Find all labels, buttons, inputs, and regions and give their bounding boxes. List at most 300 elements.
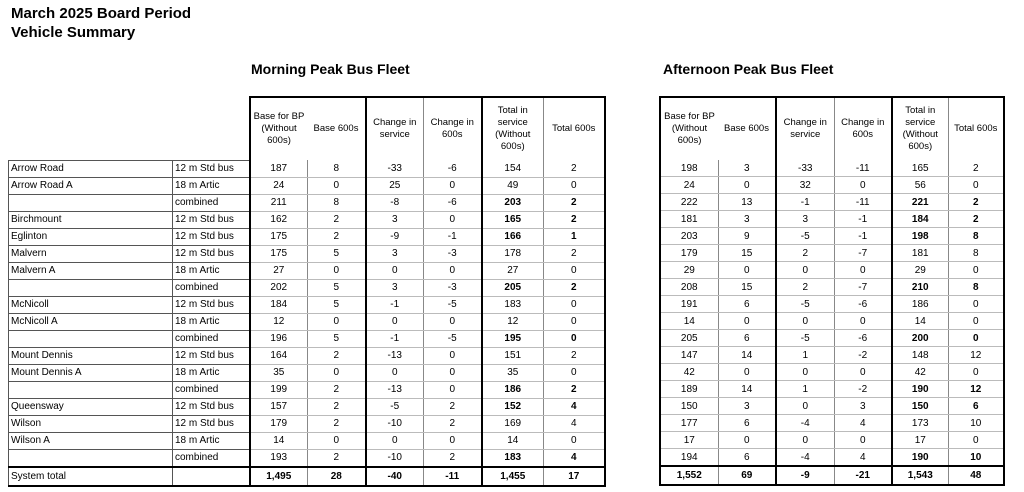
- afternoon-cell: 0: [834, 177, 892, 194]
- morning-cell: 193: [250, 449, 308, 467]
- afternoon-cell: 3: [834, 398, 892, 415]
- table-row: [660, 381, 1004, 398]
- morning-cell: 0: [308, 262, 366, 279]
- afternoon-cell: 0: [948, 177, 1004, 194]
- morning-cell: 0: [424, 381, 482, 398]
- table-row: [9, 347, 605, 364]
- morning-cell: 27: [482, 262, 544, 279]
- afternoon-fleet-table: [659, 96, 1005, 486]
- afternoon-cell: 6: [718, 415, 776, 432]
- afternoon-cell: 0: [834, 313, 892, 330]
- afternoon-cell: 6: [718, 330, 776, 347]
- garage-name-cell: Arrow Road A: [9, 177, 173, 194]
- morning-cell: 12: [250, 313, 308, 330]
- morning-section-title: Morning Peak Bus Fleet: [251, 61, 410, 77]
- afternoon-cell: 4: [834, 415, 892, 432]
- table-row: [9, 211, 605, 228]
- morning-cell: 162: [250, 211, 308, 228]
- afternoon-cell: -1: [834, 211, 892, 228]
- afternoon-cell: 0: [776, 398, 834, 415]
- morning-cell: 0: [544, 177, 605, 194]
- afternoon-cell: -1: [776, 194, 834, 211]
- report-title: [11, 4, 191, 42]
- afternoon-cell: 0: [718, 432, 776, 449]
- morning-cell: 0: [366, 432, 424, 449]
- afternoon-cell: 203: [660, 228, 718, 245]
- afternoon-cell: 29: [660, 262, 718, 279]
- morning-cell: 5: [308, 245, 366, 262]
- morning-cell: 2: [544, 211, 605, 228]
- report-title-line1: March 2025 Board Period: [11, 5, 192, 22]
- afternoon-cell: 12: [948, 381, 1004, 398]
- garage-name-cell: [9, 381, 173, 398]
- morning-cell: 2: [544, 347, 605, 364]
- morning-cell: -1: [366, 330, 424, 347]
- morning-cell: 203: [482, 194, 544, 211]
- table-row: [9, 432, 605, 449]
- afternoon-cell: 147: [660, 347, 718, 364]
- table-row: [660, 449, 1004, 467]
- morning-cell: 0: [544, 432, 605, 449]
- afternoon-cell: -6: [834, 330, 892, 347]
- morning-cell: 175: [250, 228, 308, 245]
- morning-cell: 199: [250, 381, 308, 398]
- morning-cell: 0: [424, 347, 482, 364]
- garage-name-cell: [9, 449, 173, 467]
- afternoon-cell: 0: [948, 364, 1004, 381]
- table-row: [660, 330, 1004, 347]
- afternoon-cell: 6: [948, 398, 1004, 415]
- system-total-row: [660, 466, 1004, 485]
- morning-total-cell: -11: [424, 467, 482, 486]
- morning-col-header: Base 600s: [308, 97, 366, 160]
- vehicle-type-cell: combined: [173, 330, 250, 347]
- afternoon-cell: 0: [834, 364, 892, 381]
- morning-cell: -10: [366, 449, 424, 467]
- vehicle-type-cell: combined: [173, 279, 250, 296]
- afternoon-cell: 150: [660, 398, 718, 415]
- morning-cell: 0: [366, 313, 424, 330]
- garage-name-cell: Birchmount: [9, 211, 173, 228]
- morning-cell: 5: [308, 279, 366, 296]
- afternoon-cell: 179: [660, 245, 718, 262]
- morning-cell: 49: [482, 177, 544, 194]
- afternoon-cell: 29: [892, 262, 948, 279]
- morning-cell: 0: [308, 177, 366, 194]
- vehicle-type-cell: 12 m Std bus: [173, 211, 250, 228]
- table-row: [660, 177, 1004, 194]
- vehicle-type-cell: 12 m Std bus: [173, 160, 250, 177]
- afternoon-cell: 177: [660, 415, 718, 432]
- morning-total-cell: 1,455: [482, 467, 544, 486]
- morning-cell: 184: [250, 296, 308, 313]
- morning-cell: 178: [482, 245, 544, 262]
- morning-total-cell: -40: [366, 467, 424, 486]
- morning-cell: 0: [424, 211, 482, 228]
- vehicle-type-cell: combined: [173, 194, 250, 211]
- afternoon-cell: 150: [892, 398, 948, 415]
- table-row: [9, 330, 605, 347]
- afternoon-cell: 0: [718, 313, 776, 330]
- morning-cell: 164: [250, 347, 308, 364]
- afternoon-cell: 198: [892, 228, 948, 245]
- afternoon-cell: 165: [892, 160, 948, 177]
- morning-cell: 0: [308, 432, 366, 449]
- afternoon-cell: 0: [776, 313, 834, 330]
- afternoon-cell: -4: [776, 415, 834, 432]
- morning-cell: 196: [250, 330, 308, 347]
- system-total-type-blank: [173, 467, 250, 486]
- afternoon-cell: 8: [948, 279, 1004, 296]
- table-row: [9, 194, 605, 211]
- vehicle-type-cell: 18 m Artic: [173, 364, 250, 381]
- garage-name-cell: Queensway: [9, 398, 173, 415]
- table-row: [9, 160, 605, 177]
- morning-cell: 2: [308, 228, 366, 245]
- afternoon-cell: 13: [718, 194, 776, 211]
- garage-name-cell: Malvern: [9, 245, 173, 262]
- morning-cell: 14: [250, 432, 308, 449]
- afternoon-cell: 3: [776, 211, 834, 228]
- table-row: [660, 262, 1004, 279]
- morning-cell: 1: [544, 228, 605, 245]
- afternoon-section-title: Afternoon Peak Bus Fleet: [663, 61, 834, 77]
- afternoon-cell: -1: [834, 228, 892, 245]
- morning-cell: 8: [308, 194, 366, 211]
- table-row: [660, 296, 1004, 313]
- afternoon-cell: -7: [834, 245, 892, 262]
- afternoon-cell: 190: [892, 381, 948, 398]
- afternoon-cell: 3: [718, 160, 776, 177]
- morning-cell: -10: [366, 415, 424, 432]
- afternoon-total-cell: -21: [834, 466, 892, 485]
- afternoon-cell: -5: [776, 296, 834, 313]
- morning-cell: 152: [482, 398, 544, 415]
- afternoon-cell: -5: [776, 330, 834, 347]
- morning-cell: 0: [366, 262, 424, 279]
- morning-cell: 0: [544, 262, 605, 279]
- vehicle-type-cell: 12 m Std bus: [173, 228, 250, 245]
- afternoon-cell: 184: [892, 211, 948, 228]
- morning-cell: 205: [482, 279, 544, 296]
- afternoon-cell: 0: [948, 296, 1004, 313]
- afternoon-cell: 56: [892, 177, 948, 194]
- morning-cell: 0: [424, 313, 482, 330]
- afternoon-cell: 2: [948, 211, 1004, 228]
- afternoon-cell: -7: [834, 279, 892, 296]
- morning-cell: 179: [250, 415, 308, 432]
- afternoon-cell: 1: [776, 347, 834, 364]
- morning-cell: 2: [424, 449, 482, 467]
- afternoon-cell: 10: [948, 415, 1004, 432]
- morning-cell: 0: [544, 296, 605, 313]
- morning-cell: 157: [250, 398, 308, 415]
- table-row: [660, 228, 1004, 245]
- afternoon-cell: 0: [948, 262, 1004, 279]
- table-row: [660, 279, 1004, 296]
- morning-cell: -13: [366, 347, 424, 364]
- afternoon-cell: 8: [948, 228, 1004, 245]
- morning-total-cell: 28: [308, 467, 366, 486]
- morning-cell: 202: [250, 279, 308, 296]
- afternoon-cell: 14: [660, 313, 718, 330]
- morning-cell: 2: [308, 449, 366, 467]
- morning-col-header: Change in 600s: [424, 97, 482, 160]
- morning-header-row: [9, 97, 605, 160]
- morning-cell: 183: [482, 449, 544, 467]
- morning-cell: 5: [308, 330, 366, 347]
- afternoon-cell: 2: [948, 160, 1004, 177]
- morning-cell: -33: [366, 160, 424, 177]
- table-row: [9, 228, 605, 245]
- morning-cell: -3: [424, 245, 482, 262]
- afternoon-cell: 14: [718, 347, 776, 364]
- afternoon-cell: 0: [776, 364, 834, 381]
- afternoon-cell: 42: [892, 364, 948, 381]
- table-row: [9, 398, 605, 415]
- morning-cell: 4: [544, 398, 605, 415]
- afternoon-cell: 4: [834, 449, 892, 467]
- afternoon-cell: 2: [948, 194, 1004, 211]
- afternoon-cell: -4: [776, 449, 834, 467]
- afternoon-cell: -33: [776, 160, 834, 177]
- morning-cell: 2: [308, 211, 366, 228]
- morning-cell: 0: [308, 364, 366, 381]
- afternoon-cell: 198: [660, 160, 718, 177]
- table-row: [660, 194, 1004, 211]
- vehicle-type-cell: 12 m Std bus: [173, 296, 250, 313]
- afternoon-col-header: Base 600s: [718, 97, 776, 160]
- morning-cell: 25: [366, 177, 424, 194]
- morning-cell: 0: [544, 313, 605, 330]
- table-row: [660, 245, 1004, 262]
- afternoon-cell: 0: [718, 262, 776, 279]
- afternoon-cell: 0: [834, 262, 892, 279]
- garage-name-cell: Arrow Road: [9, 160, 173, 177]
- vehicle-type-cell: 18 m Artic: [173, 432, 250, 449]
- system-total-label: System total: [9, 467, 173, 486]
- vehicle-type-cell: combined: [173, 381, 250, 398]
- morning-cell: 2: [544, 279, 605, 296]
- morning-total-cell: 1,495: [250, 467, 308, 486]
- afternoon-cell: 42: [660, 364, 718, 381]
- afternoon-cell: 12: [948, 347, 1004, 364]
- morning-cell: 0: [544, 330, 605, 347]
- morning-cell: 0: [424, 177, 482, 194]
- afternoon-cell: 1: [776, 381, 834, 398]
- afternoon-cell: 17: [892, 432, 948, 449]
- morning-cell: 2: [308, 347, 366, 364]
- afternoon-cell: -6: [834, 296, 892, 313]
- garage-name-cell: Mount Dennis: [9, 347, 173, 364]
- morning-cell: 14: [482, 432, 544, 449]
- afternoon-cell: 15: [718, 245, 776, 262]
- afternoon-total-cell: 48: [948, 466, 1004, 485]
- morning-cell: 183: [482, 296, 544, 313]
- vehicle-type-cell: 18 m Artic: [173, 177, 250, 194]
- afternoon-total-cell: 1,543: [892, 466, 948, 485]
- afternoon-cell: 186: [892, 296, 948, 313]
- garage-name-cell: [9, 194, 173, 211]
- vehicle-type-cell: 12 m Std bus: [173, 245, 250, 262]
- morning-cell: 169: [482, 415, 544, 432]
- afternoon-cell: 181: [892, 245, 948, 262]
- morning-cell: -6: [424, 194, 482, 211]
- morning-cell: 3: [366, 279, 424, 296]
- morning-cell: -3: [424, 279, 482, 296]
- morning-cell: 211: [250, 194, 308, 211]
- afternoon-cell: 32: [776, 177, 834, 194]
- afternoon-col-header: Base for BP (Without 600s): [660, 97, 718, 160]
- morning-cell: 151: [482, 347, 544, 364]
- morning-cell: 27: [250, 262, 308, 279]
- afternoon-cell: 0: [776, 262, 834, 279]
- afternoon-cell: 6: [718, 296, 776, 313]
- table-row: [9, 381, 605, 398]
- morning-cell: 4: [544, 449, 605, 467]
- vehicle-type-cell: combined: [173, 449, 250, 467]
- morning-cell: 186: [482, 381, 544, 398]
- morning-cell: 2: [308, 415, 366, 432]
- morning-cell: 35: [250, 364, 308, 381]
- table-row: [9, 262, 605, 279]
- table-row: [660, 364, 1004, 381]
- afternoon-cell: 0: [948, 432, 1004, 449]
- morning-cell: -1: [366, 296, 424, 313]
- afternoon-cell: 205: [660, 330, 718, 347]
- morning-cell: 2: [308, 381, 366, 398]
- afternoon-header-row: [660, 97, 1004, 160]
- morning-cell: 2: [544, 194, 605, 211]
- morning-cell: 5: [308, 296, 366, 313]
- afternoon-cell: 191: [660, 296, 718, 313]
- afternoon-cell: 2: [776, 279, 834, 296]
- garage-name-cell: Eglinton: [9, 228, 173, 245]
- morning-cell: 0: [366, 364, 424, 381]
- morning-cell: 4: [544, 415, 605, 432]
- afternoon-cell: 15: [718, 279, 776, 296]
- system-total-row: [9, 467, 605, 486]
- afternoon-cell: 6: [718, 449, 776, 467]
- table-row: [9, 449, 605, 467]
- afternoon-cell: -2: [834, 381, 892, 398]
- afternoon-cell: 10: [948, 449, 1004, 467]
- afternoon-cell: 148: [892, 347, 948, 364]
- afternoon-cell: 2: [776, 245, 834, 262]
- afternoon-cell: 181: [660, 211, 718, 228]
- afternoon-cell: 14: [718, 381, 776, 398]
- afternoon-cell: 0: [718, 364, 776, 381]
- afternoon-total-cell: 69: [718, 466, 776, 485]
- morning-cell: -5: [424, 296, 482, 313]
- garage-name-cell: McNicoll: [9, 296, 173, 313]
- morning-cell: -5: [366, 398, 424, 415]
- morning-cell: -5: [424, 330, 482, 347]
- afternoon-cell: 3: [718, 211, 776, 228]
- report-title-line2: Vehicle Summary: [11, 24, 136, 41]
- morning-cell: 195: [482, 330, 544, 347]
- morning-cell: 0: [424, 262, 482, 279]
- vehicle-type-cell: 18 m Artic: [173, 313, 250, 330]
- afternoon-total-cell: 1,552: [660, 466, 718, 485]
- morning-cell: -9: [366, 228, 424, 245]
- afternoon-col-header: Change in 600s: [834, 97, 892, 160]
- afternoon-cell: 3: [718, 398, 776, 415]
- morning-cell: 2: [424, 398, 482, 415]
- afternoon-cell: 200: [892, 330, 948, 347]
- table-row: [660, 415, 1004, 432]
- afternoon-cell: -2: [834, 347, 892, 364]
- morning-cell: 0: [424, 432, 482, 449]
- table-row: [9, 364, 605, 381]
- morning-cell: -8: [366, 194, 424, 211]
- table-row: [9, 245, 605, 262]
- morning-cell: 12: [482, 313, 544, 330]
- morning-cell: 3: [366, 211, 424, 228]
- afternoon-cell: -11: [834, 160, 892, 177]
- morning-cell: 0: [308, 313, 366, 330]
- morning-cell: 35: [482, 364, 544, 381]
- morning-cell: 8: [308, 160, 366, 177]
- morning-cell: 2: [544, 245, 605, 262]
- morning-col-header: Total in service (Without 600s): [482, 97, 544, 160]
- morning-col-header: Total 600s: [544, 97, 605, 160]
- afternoon-cell: 221: [892, 194, 948, 211]
- morning-col-header: Change in service: [366, 97, 424, 160]
- vehicle-type-cell: 18 m Artic: [173, 262, 250, 279]
- morning-cell: 2: [544, 160, 605, 177]
- afternoon-cell: 8: [948, 245, 1004, 262]
- table-row: [660, 211, 1004, 228]
- morning-cell: 2: [544, 381, 605, 398]
- vehicle-type-cell: 12 m Std bus: [173, 347, 250, 364]
- afternoon-cell: 189: [660, 381, 718, 398]
- morning-cell: 175: [250, 245, 308, 262]
- garage-name-cell: Wilson A: [9, 432, 173, 449]
- table-row: [660, 398, 1004, 415]
- afternoon-cell: 0: [718, 177, 776, 194]
- morning-total-cell: 17: [544, 467, 605, 486]
- afternoon-cell: 190: [892, 449, 948, 467]
- afternoon-cell: 208: [660, 279, 718, 296]
- garage-name-cell: McNicoll A: [9, 313, 173, 330]
- afternoon-cell: 0: [948, 330, 1004, 347]
- morning-cell: -13: [366, 381, 424, 398]
- morning-col-header: Base for BP (Without 600s): [250, 97, 308, 160]
- garage-name-cell: [9, 279, 173, 296]
- afternoon-cell: -11: [834, 194, 892, 211]
- morning-cell: 3: [366, 245, 424, 262]
- table-row: [660, 347, 1004, 364]
- morning-cell: 0: [424, 364, 482, 381]
- afternoon-cell: 9: [718, 228, 776, 245]
- afternoon-cell: -5: [776, 228, 834, 245]
- afternoon-cell: 210: [892, 279, 948, 296]
- table-row: [9, 177, 605, 194]
- afternoon-cell: 194: [660, 449, 718, 467]
- garage-name-cell: Wilson: [9, 415, 173, 432]
- afternoon-cell: 17: [660, 432, 718, 449]
- table-row: [9, 415, 605, 432]
- table-row: [9, 279, 605, 296]
- table-row: [9, 313, 605, 330]
- afternoon-cell: 14: [892, 313, 948, 330]
- afternoon-total-cell: -9: [776, 466, 834, 485]
- afternoon-cell: 24: [660, 177, 718, 194]
- vehicle-type-cell: 12 m Std bus: [173, 415, 250, 432]
- table-row: [660, 432, 1004, 449]
- morning-cell: 24: [250, 177, 308, 194]
